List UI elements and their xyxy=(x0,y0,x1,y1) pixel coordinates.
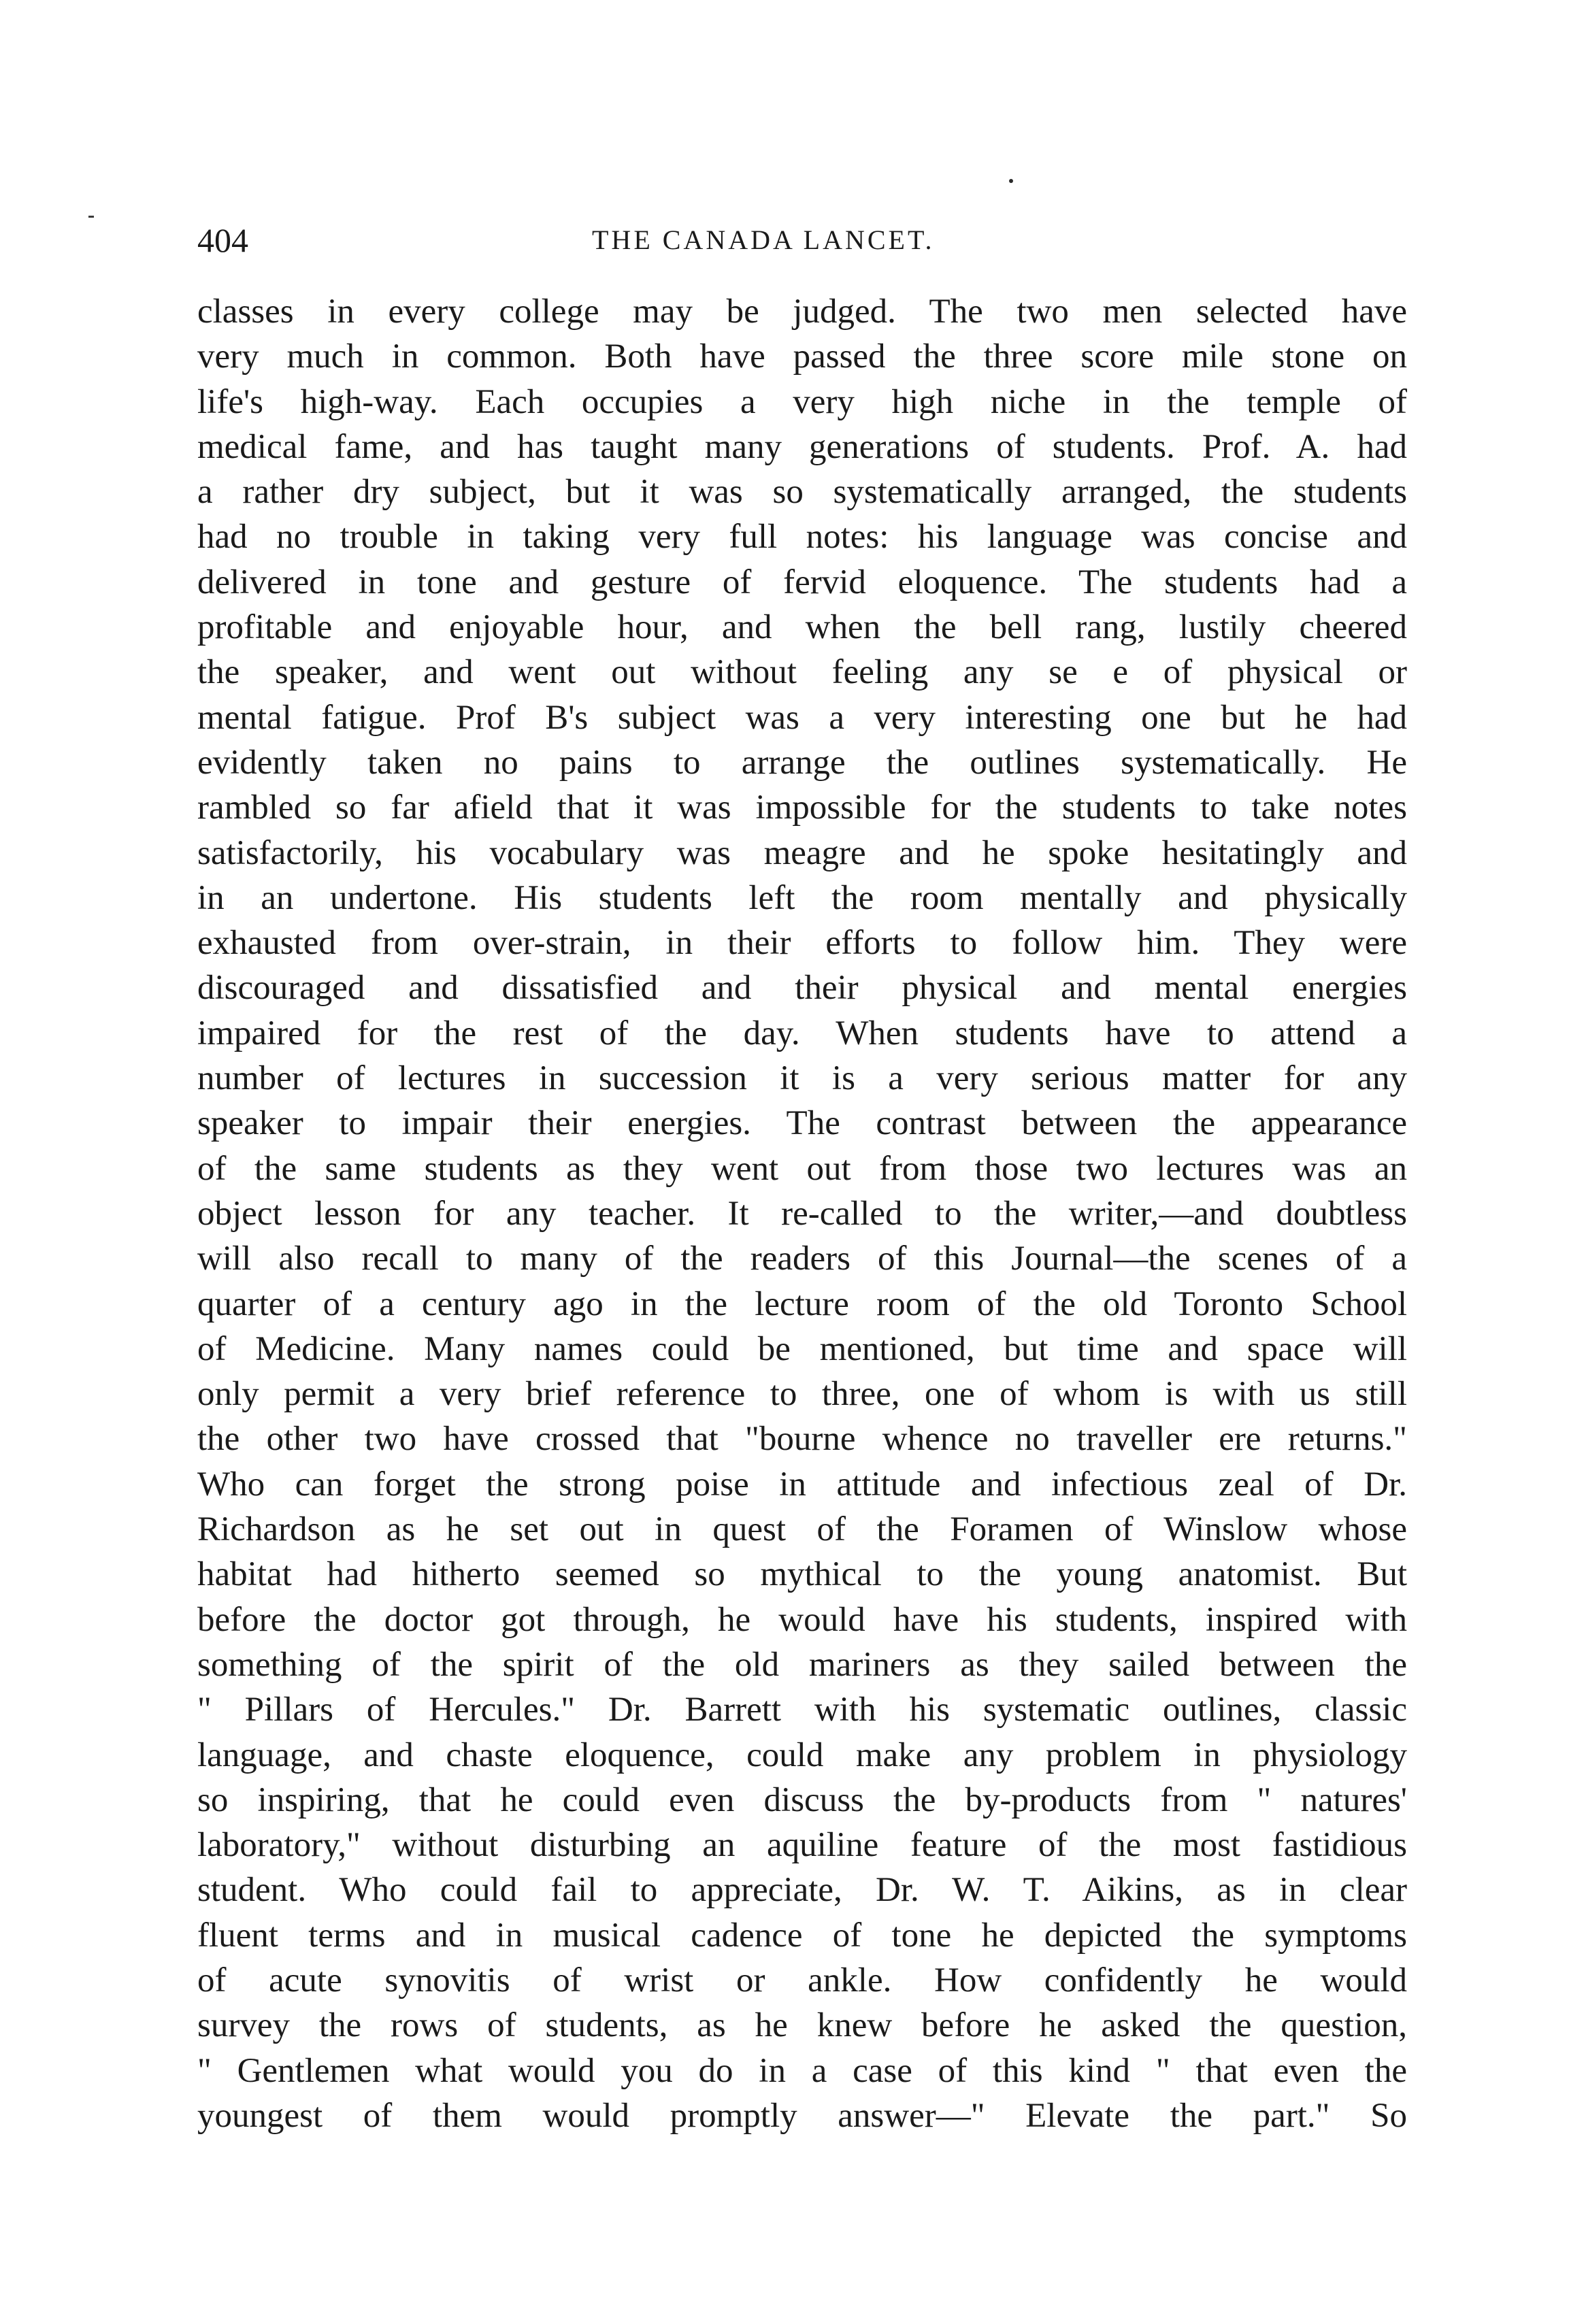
text-line: so inspiring, that he could even discuss the by-products from " natures' xyxy=(197,1780,1407,1819)
text-line: the speaker, and went out without feeling any se e of physical or xyxy=(197,653,1407,692)
text-line: the other two have crossed that "bourne whence no traveller ere returns." xyxy=(197,1420,1407,1459)
text-line: object lesson for any teacher. It re-called to the writer,—and doubtless xyxy=(197,1194,1407,1233)
text-line: profitable and enjoyable hour, and when the bell rang, lustily cheered xyxy=(197,608,1407,647)
text-line: student. Who could fail to appreciate, Dr. W. T. Aikins, as in clear xyxy=(197,1871,1407,1910)
text-line: delivered in tone and gesture of fervid eloquence. The students had a xyxy=(197,563,1407,601)
text-line: impaired for the rest of the day. When students have to attend a xyxy=(197,1014,1407,1052)
text-line: exhausted from over-strain, in their efforts to follow him. They were xyxy=(197,924,1407,963)
text-line: medical fame, and has taught many generations of students. Prof. A. had xyxy=(197,427,1407,466)
text-line: Who can forget the strong poise in attitude and infectious zeal of Dr. xyxy=(197,1465,1407,1504)
text-line: quarter of a century ago in the lecture room of the old Toronto School xyxy=(197,1284,1407,1323)
text-line: discouraged and dissatisfied and their physical and mental energies xyxy=(197,969,1407,1008)
text-line: rambled so far afield that it was impossible for the students to take notes xyxy=(197,788,1407,827)
text-line: something of the spirit of the old mariners as they sailed between the xyxy=(197,1645,1407,1684)
text-line: in an undertone. His students left the room mentally and physically xyxy=(197,878,1407,917)
text-line: had no trouble in taking very full notes: his language was concise and xyxy=(197,518,1407,557)
text-line: fluent terms and in musical cadence of tone he depicted the symptoms xyxy=(197,1916,1407,1955)
text-line: before the doctor got through, he would have his students, inspired with xyxy=(197,1600,1407,1639)
text-line: satisfactorily, his vocabulary was meagre and he spoke hesitatingly and xyxy=(197,833,1407,872)
text-line: very much in common. Both have passed the three score mile stone on xyxy=(197,337,1407,376)
text-line: a rather dry subject, but it was so systematically arranged, the students xyxy=(197,473,1407,512)
text-line: only permit a very brief reference to three, one of whom is with us still xyxy=(197,1375,1407,1414)
text-line: of Medicine. Many names could be mentioned, but time and space will xyxy=(197,1329,1407,1368)
page-number: 404 xyxy=(197,221,248,259)
text-line: will also recall to many of the readers of this Journal—the scenes of a xyxy=(197,1240,1407,1278)
running-head: THE CANADA LANCET. xyxy=(592,225,935,255)
body-text xyxy=(197,289,1407,2138)
text-line: " Gentlemen what would you do in a case of this kind " that even the xyxy=(197,2051,1407,2090)
page-header xyxy=(197,216,1407,264)
text-line: habitat had hitherto seemed so mythical to the young anatomist. But xyxy=(197,1555,1407,1594)
text-line: survey the rows of students, as he knew before he asked the question, xyxy=(197,2006,1407,2045)
text-line: of the same students as they went out from those two lectures was an xyxy=(197,1149,1407,1188)
text-line: " Pillars of Hercules." Dr. Barrett with his systematic outlines, classic xyxy=(197,1691,1407,1729)
text-line: life's high-way. Each occupies a very high niche in the temple of xyxy=(197,382,1407,421)
text-line: number of lectures in succession it is a very serious matter for any xyxy=(197,1059,1407,1098)
ink-speck xyxy=(1009,179,1013,183)
text-line: speaker to impair their energies. The contrast between the appearance xyxy=(197,1104,1407,1143)
text-line: youngest of them would promptly answer—" Elevate the part." So xyxy=(197,2096,1407,2135)
text-line: classes in every college may be judged. The two men selected have xyxy=(197,293,1407,331)
ink-mark xyxy=(88,216,94,218)
text-line: Richardson as he set out in quest of the Foramen of Winslow whose xyxy=(197,1510,1407,1549)
text-line: language, and chaste eloquence, could make any problem in physiology xyxy=(197,1736,1407,1774)
text-line: evidently taken no pains to arrange the outlines systematically. He xyxy=(197,743,1407,782)
text-line: laboratory," without disturbing an aquiline feature of the most fastidious xyxy=(197,1826,1407,1865)
text-line: mental fatigue. Prof B's subject was a very interesting one but he had xyxy=(197,698,1407,737)
text-line: of acute synovitis of wrist or ankle. How confidently he would xyxy=(197,1961,1407,1999)
